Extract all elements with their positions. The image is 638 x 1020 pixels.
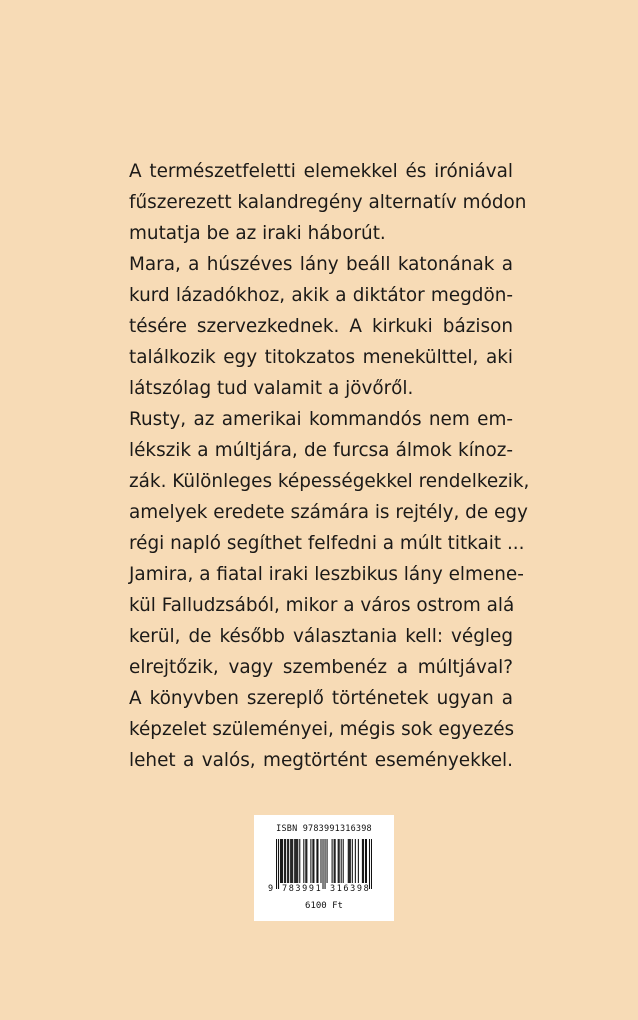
- barcode-bars: [276, 839, 372, 889]
- blurb-line: A könyvben szereplő történetek ugyan a: [129, 688, 513, 709]
- ean-right-group: 316398: [330, 884, 371, 894]
- blurb-line: találkozik egy titokzatos menekülttel, aki: [129, 347, 513, 368]
- barcode-bar: [303, 839, 304, 883]
- barcode-bar: [327, 839, 328, 883]
- blurb-line: kül Falludzsából, mikor a város ostrom alá: [129, 595, 515, 616]
- ean-first-digit: 9: [268, 884, 274, 894]
- barcode-bar: [325, 839, 326, 889]
- blurb-line: kurd lázadókhoz, akik a diktátor megdön-: [129, 285, 513, 306]
- blurb-line: Jamira, a fiatal iraki leszbikus lány elmene-: [129, 564, 524, 585]
- barcode-bar: [332, 839, 333, 883]
- barcode-bar: [310, 839, 311, 883]
- barcode-bar: [334, 839, 335, 883]
- barcode-bar: [369, 839, 370, 889]
- barcode-bar: [355, 839, 356, 883]
- barcode-bar: [294, 839, 295, 883]
- blurb-line: kerül, de később választania kell: végleg: [129, 626, 513, 647]
- barcode-bar: [313, 839, 314, 883]
- blurb-line: Rusty, az amerikai kommandós nem em-: [129, 409, 513, 430]
- barcode-bar: [287, 839, 288, 883]
- barcode-bar: [292, 839, 293, 883]
- barcode-bar: [339, 839, 340, 883]
- barcode-bar: [365, 839, 366, 883]
- blurb-line: zák. Különleges képességekkel rendelkezik,: [129, 471, 530, 492]
- barcode-bar: [299, 839, 300, 883]
- blurb-line: képzelet szüleményei, mégis sok egyezés: [129, 719, 515, 740]
- barcode-bar: [349, 839, 350, 883]
- barcode-bar: [278, 839, 279, 889]
- barcode-bar: [280, 839, 281, 883]
- barcode-bar: [291, 839, 292, 883]
- barcode-bar: [305, 839, 306, 883]
- blurb-line: mutatja be az iraki háborút.: [129, 223, 386, 244]
- isbn-barcode-label: [254, 815, 394, 921]
- blurb-line: lehet a valós, megtörtént eseményekkel.: [129, 750, 513, 771]
- blurb-line: lékszik a múltjára, de furcsa álmok kínoz-: [129, 440, 513, 461]
- blurb-line: tésére szervezkednek. A kirkuki bázison: [129, 316, 513, 337]
- blurb-line: amelyek eredete számára is rejtély, de egy: [129, 502, 528, 523]
- barcode-bar: [343, 839, 344, 883]
- barcode-bar: [363, 839, 364, 883]
- barcode-bar: [297, 839, 298, 883]
- barcode-bar: [295, 839, 296, 883]
- blurb-line: látszólag tud valamit a jövőről.: [129, 378, 414, 399]
- barcode-bar: [282, 839, 283, 883]
- blurb-line: régi napló segíthet felfedni a múlt titkait ...: [129, 533, 525, 554]
- barcode-bar: [306, 839, 307, 883]
- barcode-bar: [284, 839, 285, 883]
- barcode-bar: [285, 839, 286, 883]
- barcode-bar: [281, 839, 282, 883]
- barcode-bar: [322, 839, 323, 889]
- barcode-bar: [366, 839, 367, 883]
- isbn-number: ISBN 9783991316398: [276, 824, 372, 834]
- blurb-text: [129, 156, 530, 776]
- barcode-bar: [290, 839, 291, 883]
- barcode-bar: [312, 839, 313, 883]
- barcode-bar: [288, 839, 289, 883]
- barcode-bar: [371, 839, 372, 889]
- ean-left-group: 783991: [282, 884, 323, 894]
- blurb-line: elrejtőzik, vagy szembenéz a múltjával?: [129, 657, 513, 678]
- barcode-bar: [335, 839, 336, 883]
- barcode-bar: [352, 839, 353, 883]
- barcode-bar: [350, 839, 351, 883]
- barcode-bar: [316, 839, 317, 883]
- blurb-line: Mara, a húszéves lány beáll katonának a: [129, 254, 513, 275]
- barcode-bar: [296, 839, 297, 883]
- barcode-bar: [348, 839, 349, 883]
- price-label: 6100 Ft: [305, 901, 343, 911]
- blurb-line: fűszerezett kalandregény alternatív módon: [129, 192, 527, 213]
- barcode-bar: [338, 839, 339, 883]
- barcode-bar: [358, 839, 359, 883]
- barcode-bar: [320, 839, 321, 883]
- blurb-line: A természetfeletti elemekkel és iróniával: [129, 161, 513, 182]
- barcode-bar: [341, 839, 342, 883]
- barcode-bar: [276, 839, 277, 889]
- barcode-bar: [317, 839, 318, 883]
- barcode-bar: [362, 839, 363, 883]
